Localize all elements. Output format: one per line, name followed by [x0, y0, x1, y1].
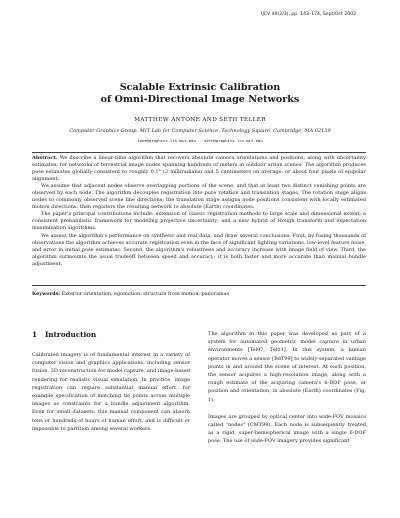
abstract-top-rule [32, 152, 366, 153]
body-paragraph: The algorithm in this paper was developed as part of a system for automated geometric model capture in urban environments [Tel97, Tel01]. In this system, a human operator moves a sensor [BdT99] to widely-separated vantage points in and around the scene of interest. At each position, the sensor acquires a high-resolution image, along with a rough estimate of the acquiring camera's 6-DOF pose, or position and orientation, in absolute (Earth) coordinates (Fig. 1). [208, 331, 366, 403]
journal-citation: IJCV 49(2/3), pp. 143–174, Sept/Oct 2002 [261, 12, 356, 17]
body-column-right [208, 330, 366, 455]
abstract-bottom-rule [32, 285, 366, 286]
abstract-paragraph: We assume that adjacent nodes observe overlapping portions of the scene, and that at least two distinct vanishing points are observed by each node. The algorithm decouples registration into pure rotation and translation stages. The rotation stage aligns nodes to commonly observed scene line directions; the translation stage assigns node positions consistent with locally estimated motion directions, then registers the resulting network to absolute (Earth) coordinates. [32, 183, 366, 211]
body-paragraph: Calibrated imagery is of fundamental interest in a variety of computer vision and graphics applications, including sensor fusion, 3D reconstruction for model capture, and image-based rendering for realistic visual simulation. In practice, image registration can require substantial manual effort, for example specification of matching tie points across multiple images as constraints for a bundle adjustment algorithm. Even for small datasets, this manual component can absorb tens or hundreds of hours of human effort, and is difficult or impossible to partition among several workers. [32, 352, 190, 432]
abstract-paragraph: The paper's principal contributions include: extension of classic registration methods to large scale and dimensional extent; a consistent probabilistic framework for modeling projective uncertainty; and a new hybrid of Hough transform and expectation maximization algorithms. [32, 211, 366, 232]
email-address: seth@graphics.lcs.mit.edu [204, 138, 263, 143]
body-paragraph: Images are grouped by optical center into wide-FOV mosaics called "nodes" (CMT98). Each node is subsequently treated as a rigid, super-hemispherical image with a single 6-DOF pose. The use of wide-FOV imagery provides significant [208, 413, 366, 445]
keywords-text: Exterior orientation, egomotion, structure from motion, panoramas [61, 291, 230, 297]
author-emails [0, 138, 400, 143]
author-names: MATTHEW ANTONE AND SETH TELLER [134, 117, 266, 123]
section-number: 1 [32, 330, 38, 339]
section-heading-introduction [32, 330, 190, 339]
title-line: of Omni-Directional Image Networks [100, 94, 300, 105]
email-address: tone@graphics.lcs.mit.edu [137, 138, 196, 143]
abstract-paragraph: We assess the algorithm's performance on synthetic and real data, and draw several conclusions. First, by fusing thousands of observations the algorithm achieves accurate registration even in the face of significant lighting variations, low-level feature noise, and error in initial pose estimates. Second, the algorithm's robustness and accuracy increase with image field of view. Third, the algorithm surmounts the usual tradeoff between speed and accuracy; it is both faster and more accurate than manual bundle adjustment. [32, 232, 366, 267]
author-affiliation: Computer Graphics Group, MIT Lab for Computer Science, Technology Square, Cambridge, MA 02139 [69, 128, 331, 134]
keywords [32, 291, 366, 297]
abstract [32, 155, 366, 268]
title-line: Scalable Extrinsic Calibration [119, 82, 281, 93]
abstract-label: Abstract. [32, 155, 58, 161]
keywords-label: Keywords: [32, 291, 61, 297]
body-column-left [32, 330, 190, 442]
paper-title [0, 82, 400, 106]
abstract-paragraph: Abstract. We describe a linear-time algorithm that recovers absolute camera orientations and positions, along with uncertainty estimates, for networks of terrestrial image nodes spanning hundreds of meters in outdoor urban scenes. The algorithm produces pose estimates globally consistent to roughly 0.1° (2 milliradians) and 5 centimeters on average, or about four pixels of epipolar alignment. [32, 155, 367, 183]
section-title: Introduction [45, 330, 97, 339]
